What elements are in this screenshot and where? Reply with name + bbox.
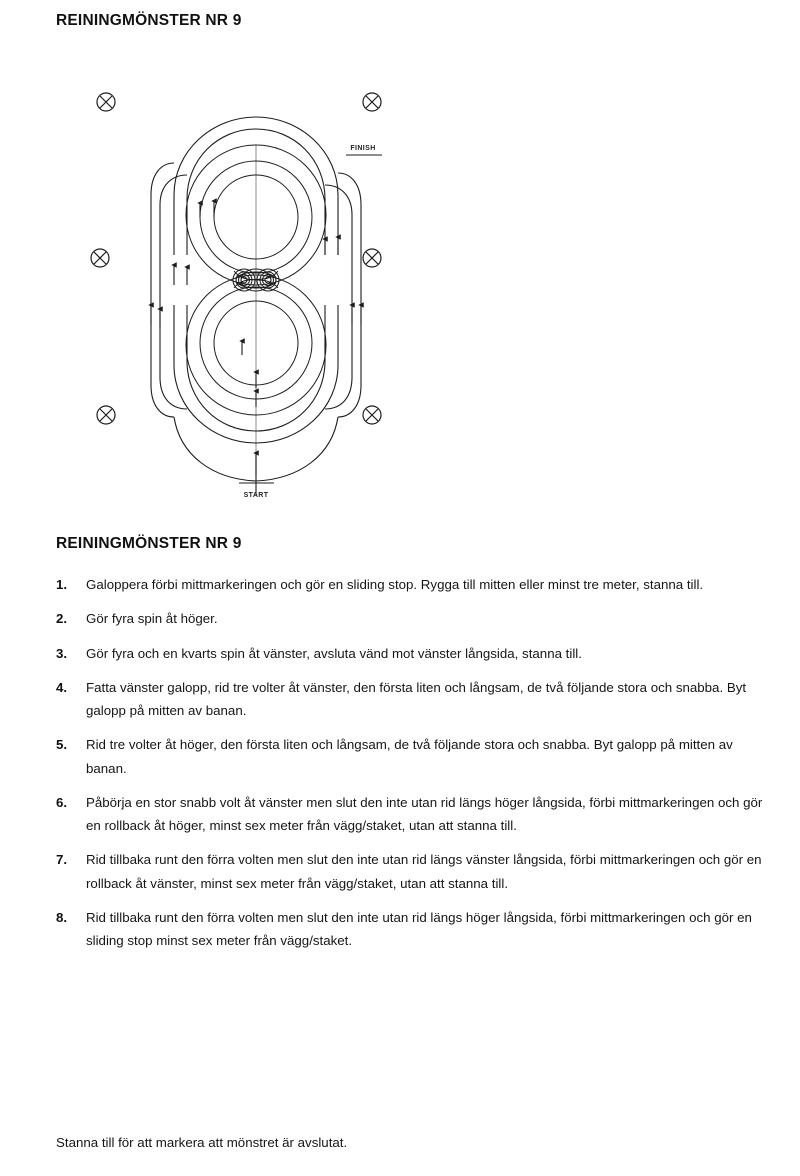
- page-title-top: REININGMÖNSTER NR 9: [56, 12, 242, 29]
- pattern-svg: [56, 55, 456, 510]
- step-number: 3.: [56, 645, 68, 661]
- step-text: Gör fyra och en kvarts spin åt vänster, avsluta vänd mot vänster långsida, stanna till.: [86, 645, 582, 661]
- marker-bottom-right: [363, 406, 381, 424]
- list-item: [56, 906, 772, 953]
- pattern-step-list: [56, 573, 772, 963]
- step-text: Rid tillbaka runt den förra volten men slut den inte utan rid längs höger långsida, förbi mittmarkeringen och gör en sliding stop minst sex meter från vägg/staket.: [86, 909, 752, 949]
- list-item: [56, 642, 772, 665]
- step-number: 6.: [56, 794, 68, 810]
- step-text: Fatta vänster galopp, rid tre volter åt vänster, den första liten och långsam, de två följande stora och snabba. Byt galopp på mitten av banan.: [86, 679, 747, 719]
- step-text: Påbörja en stor snabb volt åt vänster men slut den inte utan rid längs höger långsida, förbi mittmarkeringen och gör en rollback åt höger, minst sex meter från vägg/staket, utan att stanna till.: [86, 794, 763, 834]
- list-item: [56, 607, 772, 630]
- list-item: [56, 676, 772, 723]
- step-number: 7.: [56, 852, 68, 868]
- list-item: [56, 733, 772, 780]
- closing-paragraph: Stanna till för att markera att mönstret är avslutat.: [56, 1135, 348, 1150]
- step-number: 8.: [56, 909, 68, 925]
- pattern-paths: [151, 117, 361, 495]
- step-text: Rid tillbaka runt den förra volten men slut den inte utan rid längs vänster långsida, förbi mittmarkeringen och gör en rollback åt vänster, minst sex meter från vägg/staket, utan att stanna till.: [86, 852, 762, 891]
- step-number: 5.: [56, 737, 68, 753]
- list-item: [56, 573, 772, 596]
- start-label: START: [243, 492, 269, 499]
- step-text: Gör fyra spin åt höger.: [86, 611, 218, 627]
- step-text: Rid tre volter åt höger, den första liten och långsam, de två följande stora och snabba. Byt galopp på mitten av banan.: [86, 737, 733, 776]
- marker-top-left: [97, 93, 115, 111]
- finish-label: FINISH: [350, 145, 376, 152]
- step-number: 2.: [56, 611, 68, 627]
- list-item: [56, 848, 772, 895]
- list-item: [56, 791, 772, 838]
- marker-bottom-left: [97, 406, 115, 424]
- step-number: 4.: [56, 679, 68, 695]
- marker-middle-left: [91, 249, 109, 267]
- marker-top-right: [363, 93, 381, 111]
- step-number: 1.: [56, 577, 68, 592]
- page-title-second: REININGMÖNSTER NR 9: [56, 535, 242, 552]
- reining-pattern-diagram: [56, 55, 456, 510]
- step-text: Galoppera förbi mittmarkeringen och gör en sliding stop. Rygga till mitten eller minst tre meter, stanna till.: [86, 577, 704, 592]
- marker-middle-right: [363, 249, 381, 267]
